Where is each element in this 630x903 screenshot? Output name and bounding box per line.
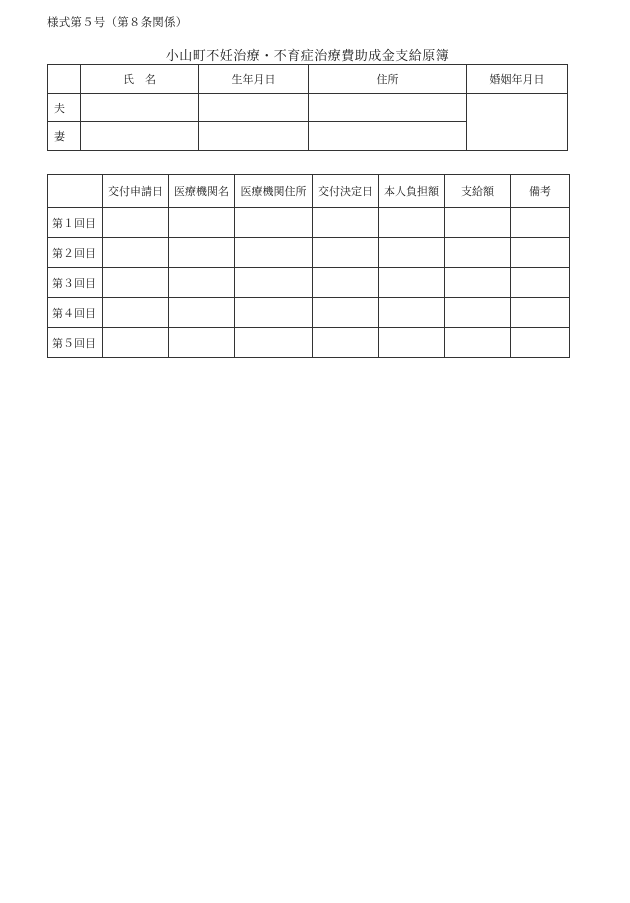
payment-amount-cell[interactable] (445, 238, 511, 268)
husband-address-cell[interactable] (309, 94, 467, 122)
self-payment-cell[interactable] (379, 268, 445, 298)
round-label: 第１回目 (48, 208, 103, 238)
app-header-decision-date: 交付決定日 (313, 175, 379, 208)
institution-address-cell[interactable] (235, 298, 313, 328)
round-label: 第２回目 (48, 238, 103, 268)
institution-name-cell[interactable] (169, 208, 235, 238)
couple-header-marriage-date: 婚姻年月日 (467, 65, 568, 94)
remarks-cell[interactable] (511, 268, 570, 298)
application-date-cell[interactable] (103, 238, 169, 268)
institution-address-cell[interactable] (235, 328, 313, 358)
table-row (48, 208, 570, 238)
decision-date-cell[interactable] (313, 238, 379, 268)
application-history-table (47, 174, 570, 358)
payment-amount-cell[interactable] (445, 268, 511, 298)
couple-header-birthdate: 生年月日 (199, 65, 309, 94)
institution-name-cell[interactable] (169, 298, 235, 328)
wife-label: 妻 (48, 122, 81, 151)
marriage-date-cell[interactable] (467, 94, 568, 151)
payment-amount-cell[interactable] (445, 208, 511, 238)
round-label: 第５回目 (48, 328, 103, 358)
wife-address-cell[interactable] (309, 122, 467, 151)
decision-date-cell[interactable] (313, 328, 379, 358)
application-date-cell[interactable] (103, 268, 169, 298)
table-row (48, 298, 570, 328)
app-header-institution-address: 医療機関住所 (235, 175, 313, 208)
table-row (48, 268, 570, 298)
remarks-cell[interactable] (511, 298, 570, 328)
application-date-cell[interactable] (103, 208, 169, 238)
app-header-payment-amount: 支給額 (445, 175, 511, 208)
husband-name-cell[interactable] (81, 94, 199, 122)
institution-address-cell[interactable] (235, 268, 313, 298)
institution-name-cell[interactable] (169, 328, 235, 358)
payment-amount-cell[interactable] (445, 298, 511, 328)
self-payment-cell[interactable] (379, 208, 445, 238)
couple-info-table (47, 64, 568, 151)
table-row (48, 328, 570, 358)
app-header-institution-name: 医療機関名 (169, 175, 235, 208)
wife-name-cell[interactable] (81, 122, 199, 151)
application-date-cell[interactable] (103, 328, 169, 358)
form-number: 様式第５号（第８条関係） (47, 15, 188, 29)
app-header-application-date: 交付申請日 (103, 175, 169, 208)
remarks-cell[interactable] (511, 238, 570, 268)
self-payment-cell[interactable] (379, 238, 445, 268)
husband-label: 夫 (48, 94, 81, 122)
document-title: 小山町不妊治療・不育症治療費助成金支給原簿 (165, 49, 450, 64)
app-header-remarks: 備考 (511, 175, 570, 208)
app-header-blank (48, 175, 103, 208)
round-label: 第３回目 (48, 268, 103, 298)
round-label: 第４回目 (48, 298, 103, 328)
remarks-cell[interactable] (511, 328, 570, 358)
husband-birthdate-cell[interactable] (199, 94, 309, 122)
institution-name-cell[interactable] (169, 268, 235, 298)
wife-birthdate-cell[interactable] (199, 122, 309, 151)
payment-amount-cell[interactable] (445, 328, 511, 358)
couple-header-blank (48, 65, 81, 94)
couple-header-name: 氏 名 (81, 65, 199, 94)
decision-date-cell[interactable] (313, 298, 379, 328)
remarks-cell[interactable] (511, 208, 570, 238)
self-payment-cell[interactable] (379, 328, 445, 358)
self-payment-cell[interactable] (379, 298, 445, 328)
table-row (48, 238, 570, 268)
couple-row-husband (48, 94, 568, 122)
institution-name-cell[interactable] (169, 238, 235, 268)
app-header-self-payment: 本人負担額 (379, 175, 445, 208)
application-date-cell[interactable] (103, 298, 169, 328)
couple-table-header-row (48, 65, 568, 94)
decision-date-cell[interactable] (313, 268, 379, 298)
institution-address-cell[interactable] (235, 208, 313, 238)
application-table-header-row (48, 175, 570, 208)
couple-header-address: 住所 (309, 65, 467, 94)
decision-date-cell[interactable] (313, 208, 379, 238)
institution-address-cell[interactable] (235, 238, 313, 268)
